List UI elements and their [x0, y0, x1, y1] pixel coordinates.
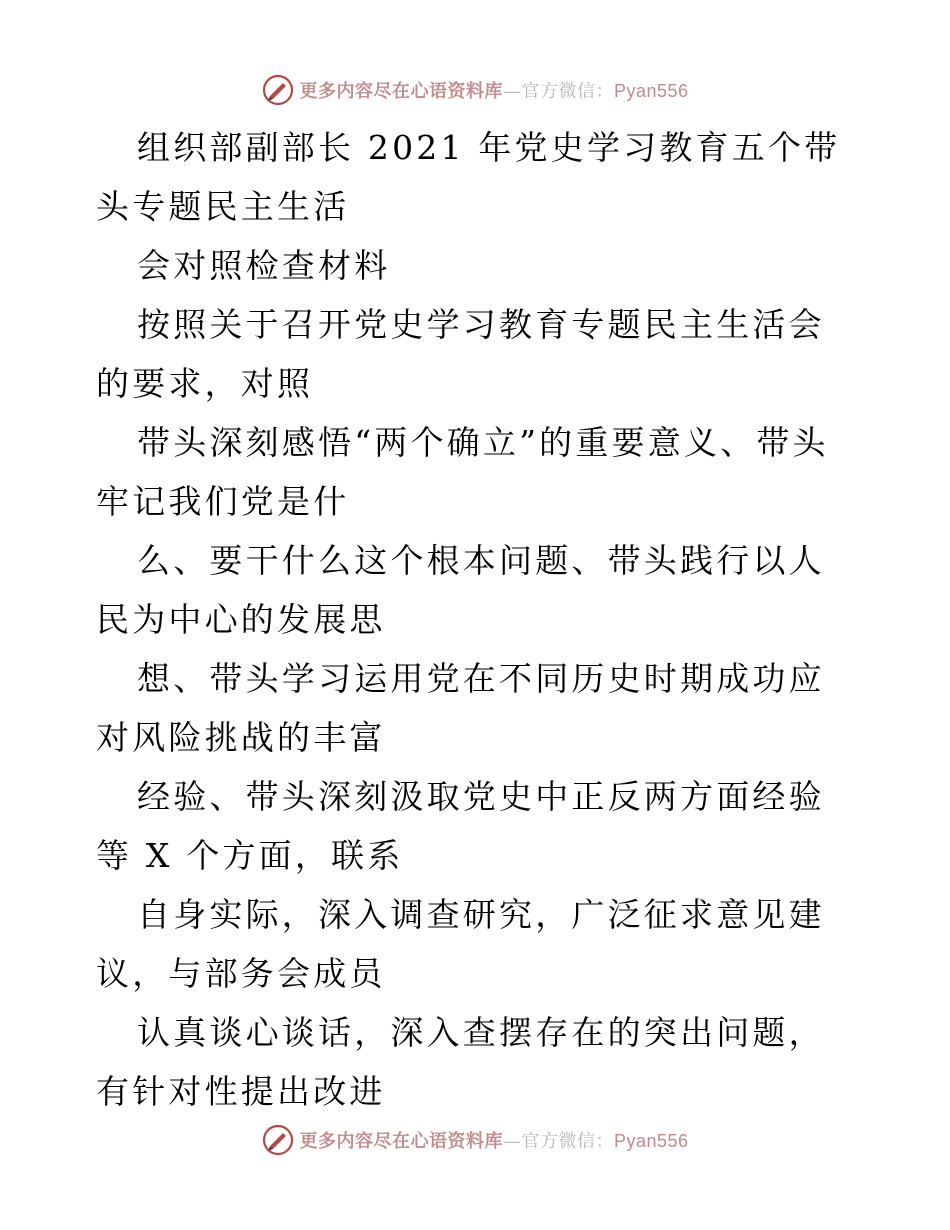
paragraph-6: 想、带头学习运用党在不同历史时期成功应对风险挑战的丰富 — [96, 659, 825, 757]
watermark-separator: — — [502, 1131, 522, 1152]
watermark-text — [299, 1127, 688, 1153]
paragraph-1: 组织部副部长 2021 年党史学习教育五个带头专题民主生活 — [96, 128, 841, 226]
paragraph-5: 么、要干什么这个根本问题、带头践行以人民为中心的发展思 — [96, 541, 825, 639]
paragraph-7: 经验、带头深刻汲取党史中正反两方面经验等 X 个方面，联系 — [96, 777, 825, 875]
paragraph-2: 会对照检查材料 — [137, 246, 391, 285]
paragraph-8: 自身实际，深入调查研究，广泛征求意见建议，与部务会成员 — [96, 895, 825, 993]
watermark-account: Pyan556 — [613, 81, 689, 101]
pen-logo-icon — [261, 1123, 295, 1157]
watermark-label: 官方微信： — [521, 1131, 614, 1152]
document-body — [96, 118, 856, 1121]
watermark-brand: 更多内容尽在心语资料库 — [299, 1131, 503, 1152]
paragraph-9: 认真谈心谈话，深入查摆存在的突出问题，有针对性提出改进 — [96, 1013, 825, 1111]
watermark-separator: — — [502, 81, 522, 102]
paragraph-3: 按照关于召开党史学习教育专题民主生活会的要求，对照 — [96, 305, 825, 403]
footer-watermark — [0, 1120, 950, 1160]
watermark-brand: 更多内容尽在心语资料库 — [299, 81, 503, 102]
watermark-label: 官方微信： — [521, 81, 614, 102]
paragraph-4: 带头深刻感悟“两个确立”的重要意义、带头牢记我们党是什 — [96, 423, 829, 521]
pen-logo-icon — [261, 73, 295, 107]
watermark-text — [299, 77, 688, 103]
watermark-account: Pyan556 — [613, 1131, 689, 1151]
header-watermark — [0, 70, 950, 110]
